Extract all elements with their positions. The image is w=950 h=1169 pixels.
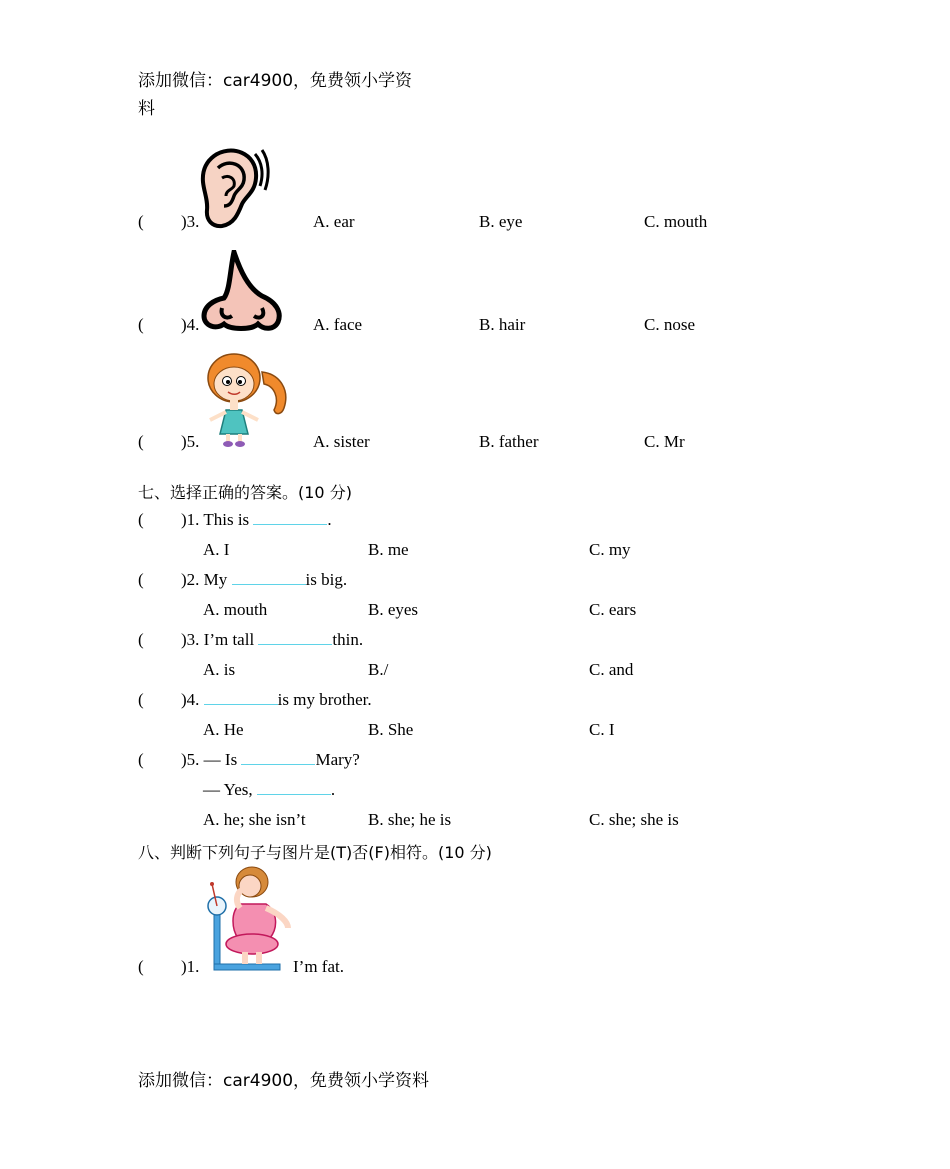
question-stem: [181, 570, 347, 590]
section-heading-7: 七、选择正确的答案。(10 分): [138, 483, 352, 502]
option-a: A. sister: [313, 432, 370, 451]
question-text: )3. I’m tall: [181, 630, 255, 649]
answer-paren: (: [138, 315, 144, 334]
option-a: A. He: [203, 720, 244, 739]
question-number: )4.: [181, 315, 200, 334]
answer-blank: [257, 780, 331, 795]
section-heading-8: 八、判断下列句子与图片是(T)否(F)相符。(10 分): [138, 843, 492, 862]
option-a: A. I: [203, 540, 230, 559]
option-c: C. mouth: [644, 212, 708, 231]
girl-icon: [200, 350, 292, 448]
question-stem-line2: [203, 780, 335, 800]
option-a: A. face: [313, 315, 363, 334]
judge-sentence: I’m fat.: [293, 957, 344, 976]
question-text: — Yes,: [203, 780, 253, 799]
question-number: )3.: [181, 212, 200, 231]
watermark-bottom: 添加微信：car4900，免费领小学资料: [138, 1071, 430, 1091]
option-b: B. she; he is: [368, 810, 452, 829]
answer-paren: (: [138, 212, 144, 231]
question-text: )1. This is: [181, 510, 250, 529]
watermark-top-line2: 料: [138, 99, 155, 119]
answer-paren: (: [138, 570, 144, 589]
question-number: )5.: [181, 432, 200, 451]
answer-blank: [204, 690, 278, 705]
option-c: C. my: [589, 540, 631, 559]
option-a: A. he; she isn’t: [203, 810, 306, 829]
answer-paren: (: [138, 432, 144, 451]
question-text-after: .: [327, 510, 332, 529]
question-text: )4.: [181, 690, 200, 709]
option-b: B. eye: [479, 212, 523, 231]
answer-paren: (: [138, 630, 144, 649]
answer-paren: (: [138, 690, 144, 709]
option-a: A. ear: [313, 212, 355, 231]
nose-icon: [200, 250, 284, 332]
option-a: A. mouth: [203, 600, 268, 619]
question-stem: [181, 510, 332, 530]
option-c: C. I: [589, 720, 615, 739]
option-c: C. ears: [589, 600, 637, 619]
option-a: A. is: [203, 660, 236, 679]
question-text-after: is my brother.: [277, 690, 372, 709]
option-b: B. father: [479, 432, 539, 451]
question-text-after: thin.: [332, 630, 364, 649]
option-b: B. She: [368, 720, 414, 739]
question-text-after: is big.: [305, 570, 348, 589]
option-b: B. hair: [479, 315, 526, 334]
question-stem: [181, 630, 363, 650]
woman-on-scale-icon: [200, 864, 296, 974]
option-c: C. she; she is: [589, 810, 679, 829]
option-c: C. nose: [644, 315, 695, 334]
answer-paren: (: [138, 510, 144, 529]
question-stem: [181, 750, 360, 770]
answer-paren: (: [138, 750, 144, 769]
option-b: B./: [368, 660, 389, 679]
answer-blank: [241, 750, 315, 765]
option-b: B. me: [368, 540, 409, 559]
answer-blank: [258, 630, 332, 645]
question-text: )5. — Is: [181, 750, 238, 769]
option-c: C. Mr: [644, 432, 685, 451]
option-b: B. eyes: [368, 600, 419, 619]
answer-blank: [253, 510, 327, 525]
answer-blank: [232, 570, 306, 585]
question-text: )2. My: [181, 570, 228, 589]
answer-paren: (: [138, 957, 144, 976]
question-text-after: Mary?: [315, 750, 360, 769]
question-number: )1.: [181, 957, 200, 976]
question-text-after: .: [330, 780, 336, 799]
ear-icon: [200, 148, 270, 230]
watermark-top-line1: 添加微信：car4900，免费领小学资: [138, 71, 413, 91]
option-c: C. and: [589, 660, 634, 679]
question-stem: [181, 690, 372, 710]
